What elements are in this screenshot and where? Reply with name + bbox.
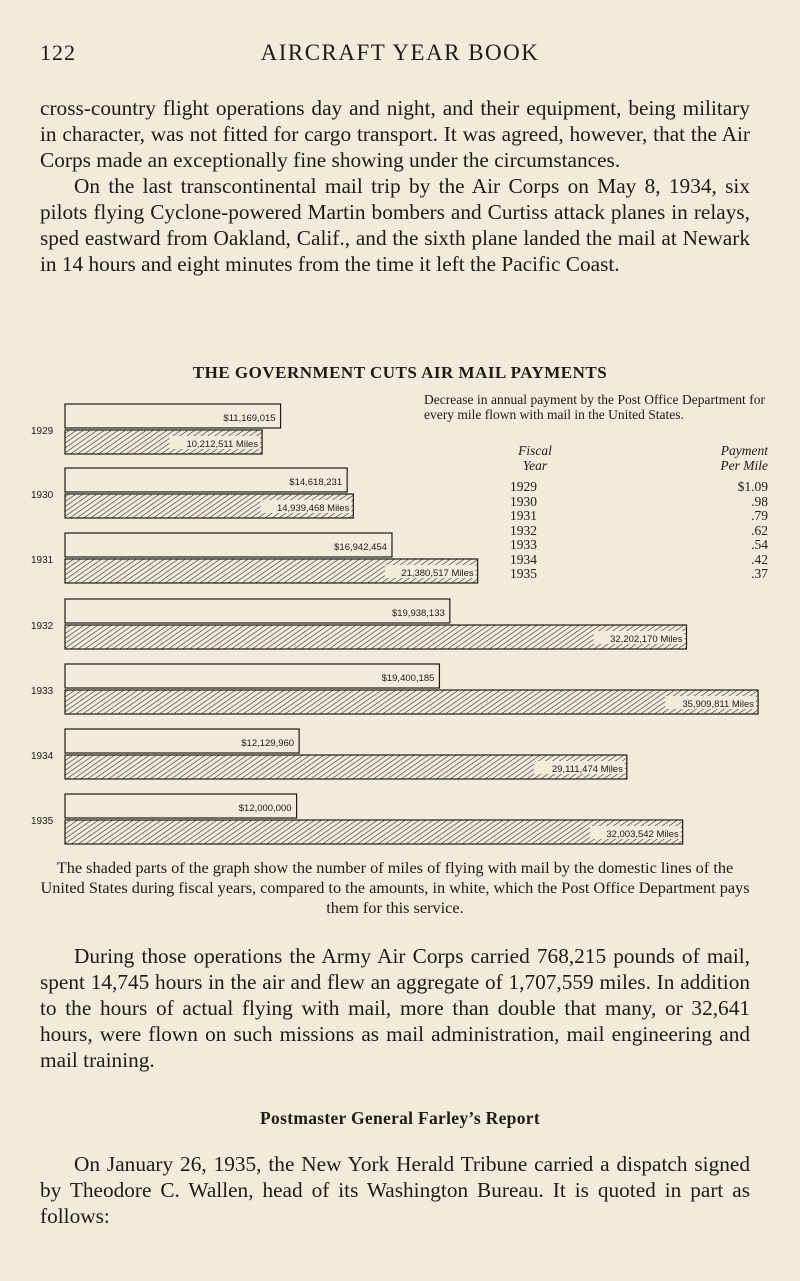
table-cell-payment: .62 bbox=[751, 522, 768, 538]
miles-bar-label: 29,111,474 Miles bbox=[551, 764, 623, 775]
top-text-block bbox=[40, 95, 750, 277]
running-title: AIRCRAFT YEAR BOOK bbox=[260, 40, 540, 65]
miles-bar-label: 21,380,517 Miles bbox=[401, 568, 474, 579]
year-tick-label: 1934 bbox=[31, 751, 54, 762]
table-header-payment: Payment Per Mile bbox=[720, 443, 768, 473]
payment-bar-label: $12,000,000 bbox=[238, 803, 292, 814]
year-tick-label: 1930 bbox=[31, 490, 54, 501]
bottom-text-block bbox=[40, 943, 750, 1073]
table-cell-year: 1929 bbox=[510, 479, 537, 494]
payment-bar-label: $11,169,015 bbox=[223, 413, 276, 424]
miles-bar bbox=[65, 625, 687, 649]
table-cell-payment: .79 bbox=[751, 508, 768, 523]
table-cell-payment: $1.09 bbox=[737, 479, 768, 494]
page-number: 122 bbox=[40, 40, 76, 65]
year-tick-label: 1935 bbox=[31, 816, 54, 827]
payment-bar-label: $16,942,454 bbox=[334, 542, 387, 553]
table-cell-year: 1931 bbox=[510, 508, 537, 523]
year-tick-label: 1932 bbox=[31, 621, 54, 632]
table-cell-payment: .42 bbox=[751, 551, 768, 567]
table-cell-payment: .37 bbox=[751, 566, 768, 581]
paragraph: On the last transcontinental mail trip by the Air Corps on May 8, 1934, six pilots flying Cyclone-powered Martin bombers and Curtiss attack planes in relays, sped eastward from Oakland, Calif., and the sixth plane landed the mail at Newark in 14 hours and eight minutes from the time it left the Pacific Coast. bbox=[40, 174, 750, 276]
table-cell-year: 1935 bbox=[510, 566, 537, 581]
table-cell-year: 1934 bbox=[510, 551, 537, 567]
miles-bar-label: 10,212,511 Miles bbox=[186, 439, 259, 450]
payment-bar-label: $14,618,231 bbox=[289, 477, 343, 488]
payment-bar-label: $19,400,185 bbox=[381, 673, 435, 684]
table-column-year bbox=[510, 480, 550, 582]
payment-bar-label: $19,938,133 bbox=[391, 608, 445, 619]
table-cell-year: 1933 bbox=[510, 537, 537, 552]
paragraph: On January 26, 1935, the New York Herald Tribune carried a dispatch signed by Theodore C. Wallen, head of its Washington Bureau. It is quoted in part as follows: bbox=[40, 1152, 750, 1228]
table-cell-year: 1930 bbox=[510, 493, 537, 509]
paragraph: cross-country flight operations day and night, and their equipment, being military in character, was not fitted for cargo transport. It was agreed, however, that the Air Corps made an exceptionally fine showing under the circumstances. bbox=[40, 96, 750, 172]
miles-bar-label: 14,939,468 Miles bbox=[276, 503, 350, 514]
year-tick-label: 1929 bbox=[31, 426, 54, 437]
miles-bar-label: 32,202,170 Miles bbox=[610, 634, 683, 645]
table-cell-payment: .54 bbox=[751, 537, 768, 552]
paragraph: During those operations the Army Air Corps carried 768,215 pounds of mail, spent 14,745 hours in the air and flew an aggregate of 1,707,559 miles. In addition to the hours of actual flying with mail, more than double that many, or 32,641 hours, were flown on such missions as mail administration, mail engineering and mail training. bbox=[40, 944, 750, 1072]
figure-caption: The shaded parts of the graph show the number of miles of flying with mail by the domestic lines of the United States during fiscal years, compared to the amounts, in white, which the Post Office Department pays them for this service. bbox=[40, 858, 750, 917]
section-heading: Postmaster General Farley’s Report bbox=[260, 1108, 540, 1128]
payment-bar-label: $12,129,960 bbox=[241, 738, 295, 749]
miles-bar-label: 32,003,542 Miles bbox=[606, 829, 679, 840]
section-text-block bbox=[40, 1151, 750, 1229]
miles-bar bbox=[65, 690, 758, 714]
table-column-payment bbox=[708, 480, 768, 582]
page-header bbox=[40, 40, 760, 70]
table-header-year: Fiscal Year bbox=[518, 443, 552, 473]
year-tick-label: 1933 bbox=[31, 686, 54, 697]
table-cell-year: 1932 bbox=[510, 522, 537, 538]
chart-note: Decrease in annual payment by the Post Office Department for every mile flown with mail in the United States. bbox=[424, 392, 765, 422]
table-cell-payment: .98 bbox=[751, 493, 768, 509]
chart-title: THE GOVERNMENT CUTS AIR MAIL PAYMENTS bbox=[192, 363, 608, 382]
miles-bar-label: 35,909,811 Miles bbox=[682, 699, 755, 710]
year-tick-label: 1931 bbox=[31, 555, 54, 566]
